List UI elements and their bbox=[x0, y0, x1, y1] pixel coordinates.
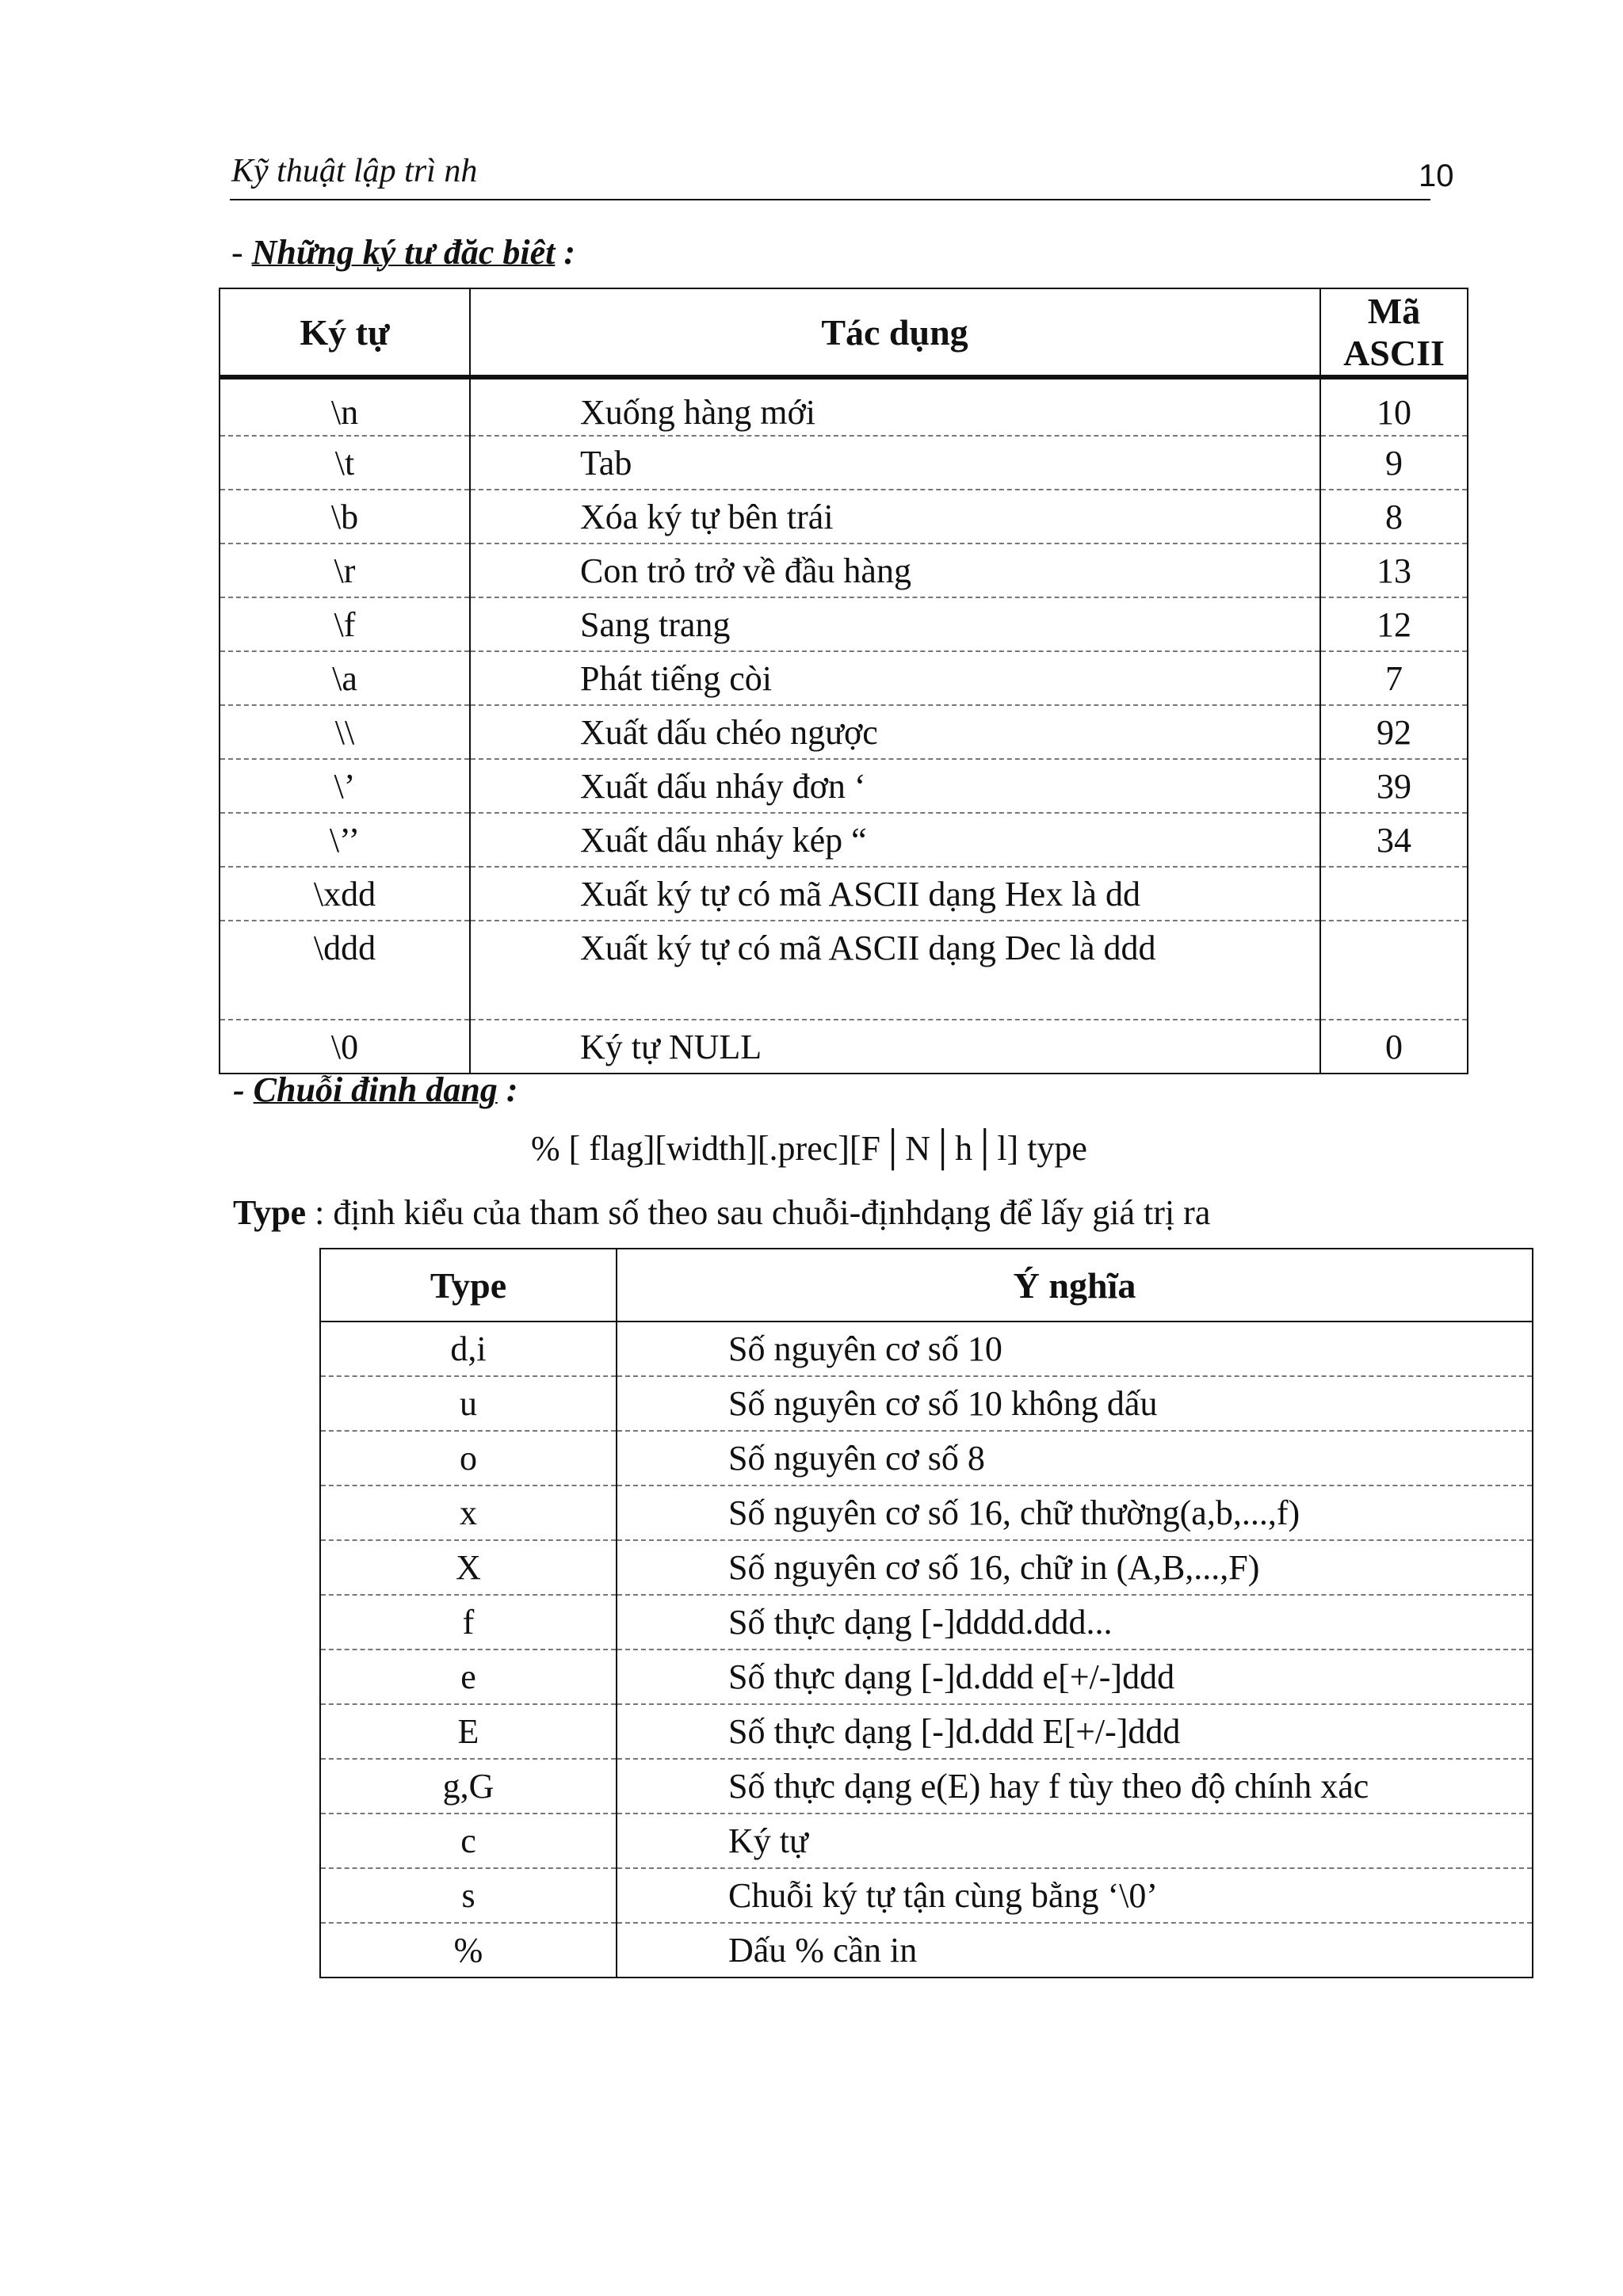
col-header-char: Ký tự bbox=[220, 288, 470, 377]
table-row bbox=[220, 1020, 1468, 1074]
cell-type: u bbox=[320, 1376, 617, 1431]
cell-ascii: 0 bbox=[1385, 1028, 1403, 1066]
table-row bbox=[220, 597, 1468, 651]
format-type-table bbox=[319, 1248, 1533, 1978]
cell-meaning: Dấu % cần in bbox=[728, 1931, 918, 1970]
cell-ascii: 92 bbox=[1377, 713, 1411, 752]
table-row bbox=[320, 1650, 1533, 1704]
cell-type: % bbox=[320, 1923, 617, 1978]
table-row bbox=[320, 1814, 1533, 1868]
cell-effect: Phát tiếng còi bbox=[470, 651, 1320, 705]
table-row bbox=[320, 1322, 1533, 1376]
cell-meaning: Số nguyên cơ số 10 bbox=[728, 1329, 1002, 1368]
cell-type: d,i bbox=[320, 1322, 617, 1376]
cell-effect: Xuất dấu chéo ngược bbox=[470, 705, 1320, 759]
type-label: Type bbox=[233, 1193, 307, 1232]
table-row bbox=[220, 759, 1468, 813]
table-row bbox=[320, 1540, 1533, 1595]
heading-text: Chuỗi đinh dang bbox=[253, 1070, 498, 1109]
special-chars-heading bbox=[231, 232, 575, 273]
cell-meaning: Số nguyên cơ số 16, chữ in (A,B,...,F) bbox=[728, 1548, 1260, 1587]
cell-char: \r bbox=[220, 543, 470, 597]
cell-ascii bbox=[1320, 921, 1468, 1020]
heading-suffix: : bbox=[497, 1070, 518, 1109]
cell-char: \n bbox=[220, 377, 470, 436]
cell-char: \’ bbox=[220, 759, 470, 813]
cell-ascii: 8 bbox=[1385, 498, 1403, 536]
cell-ascii: 10 bbox=[1377, 393, 1411, 432]
table-header-row bbox=[220, 288, 1468, 377]
cell-meaning: Số thực dạng [-]d.ddd e[+/-]ddd bbox=[728, 1657, 1175, 1696]
cell-effect: Xóa ký tự bên trái bbox=[470, 490, 1320, 543]
table-row bbox=[320, 1923, 1533, 1978]
col-header-ascii: Mã ASCII bbox=[1320, 288, 1468, 377]
cell-ascii: 9 bbox=[1385, 444, 1403, 482]
table-row bbox=[320, 1376, 1533, 1431]
special-chars-table bbox=[219, 288, 1468, 1074]
cell-effect: Con trỏ trở về đầu hàng bbox=[470, 543, 1320, 597]
table-row bbox=[320, 1595, 1533, 1650]
cell-meaning: Số nguyên cơ số 16, chữ thường(a,b,...,f) bbox=[728, 1493, 1300, 1532]
special-chars-body bbox=[220, 377, 1468, 1074]
heading-suffix: : bbox=[555, 233, 576, 272]
cell-effect: Xuất dấu nháy đơn ‘ bbox=[470, 759, 1320, 813]
table-row bbox=[220, 867, 1468, 921]
cell-char: \b bbox=[220, 490, 470, 543]
cell-char: \0 bbox=[220, 1020, 470, 1074]
cell-effect: Tab bbox=[470, 436, 1320, 490]
cell-char: \’’ bbox=[220, 813, 470, 867]
table-row bbox=[220, 921, 1468, 1020]
table-row bbox=[220, 377, 1468, 436]
cell-type: x bbox=[320, 1486, 617, 1540]
cell-char: \t bbox=[220, 436, 470, 490]
type-desc-text: : định kiểu của tham số theo sau chuỗi-địnhdạng để lấy giá trị ra bbox=[306, 1193, 1211, 1232]
cell-type: o bbox=[320, 1431, 617, 1486]
format-syntax: % [ flag][width][.prec][F│N│h│l] type bbox=[531, 1129, 1087, 1168]
cell-char: \xdd bbox=[220, 867, 470, 921]
table-row bbox=[220, 651, 1468, 705]
heading-prefix: - bbox=[231, 233, 252, 272]
cell-char: \a bbox=[220, 651, 470, 705]
cell-effect: Sang trang bbox=[470, 597, 1320, 651]
cell-char: \ddd bbox=[220, 921, 470, 1020]
table-row bbox=[220, 813, 1468, 867]
table-row bbox=[320, 1759, 1533, 1814]
table-row bbox=[220, 543, 1468, 597]
table-row bbox=[220, 705, 1468, 759]
cell-effect: Xuất dấu nháy kép “ bbox=[470, 813, 1320, 867]
heading-text: Những ký tư đăc biêt bbox=[251, 233, 556, 272]
cell-effect: Xuất ký tự có mã ASCII dạng Dec là ddd bbox=[470, 921, 1320, 1020]
cell-char: \f bbox=[220, 597, 470, 651]
cell-meaning: Chuỗi ký tự tận cùng bằng ‘\0’ bbox=[728, 1876, 1158, 1915]
cell-meaning: Số nguyên cơ số 10 không dấu bbox=[728, 1384, 1158, 1423]
table-header-row bbox=[320, 1249, 1533, 1322]
cell-ascii: 12 bbox=[1377, 605, 1411, 644]
cell-type: E bbox=[320, 1704, 617, 1759]
table-row bbox=[320, 1868, 1533, 1923]
format-type-body bbox=[320, 1322, 1533, 1978]
cell-meaning: Số thực dạng [-]dddd.ddd... bbox=[728, 1603, 1113, 1642]
header-divider bbox=[230, 199, 1430, 200]
table-row bbox=[220, 436, 1468, 490]
cell-effect: Xuất ký tự có mã ASCII dạng Hex là dd bbox=[470, 867, 1320, 921]
type-description bbox=[233, 1192, 1210, 1233]
col-header-type: Type bbox=[320, 1249, 617, 1322]
format-string-heading bbox=[233, 1070, 517, 1110]
table-row bbox=[320, 1431, 1533, 1486]
cell-type: s bbox=[320, 1868, 617, 1923]
cell-type: e bbox=[320, 1650, 617, 1704]
col-header-meaning: Ý nghĩa bbox=[617, 1249, 1533, 1322]
cell-meaning: Số nguyên cơ số 8 bbox=[728, 1439, 985, 1478]
heading-prefix: - bbox=[233, 1070, 254, 1109]
table-row bbox=[320, 1486, 1533, 1540]
cell-meaning: Số thực dạng [-]d.ddd E[+/-]ddd bbox=[728, 1712, 1181, 1751]
cell-ascii: 39 bbox=[1377, 767, 1411, 806]
cell-effect: Xuống hàng mới bbox=[470, 377, 1320, 436]
table-row bbox=[220, 490, 1468, 543]
cell-type: f bbox=[320, 1595, 617, 1650]
running-header-title: Kỹ thuật lập trì nh bbox=[231, 153, 478, 189]
cell-char: \\ bbox=[220, 705, 470, 759]
cell-meaning: Số thực dạng e(E) hay f tùy theo độ chính xác bbox=[728, 1767, 1369, 1806]
cell-effect: Ký tự NULL bbox=[470, 1020, 1320, 1074]
page-number: 10 bbox=[1419, 158, 1454, 193]
cell-type: X bbox=[320, 1540, 617, 1595]
cell-ascii: 13 bbox=[1377, 551, 1411, 590]
table-row bbox=[320, 1704, 1533, 1759]
col-header-effect: Tác dụng bbox=[470, 288, 1320, 377]
cell-ascii bbox=[1320, 867, 1468, 921]
cell-type: g,G bbox=[320, 1759, 617, 1814]
cell-ascii: 7 bbox=[1385, 659, 1403, 698]
cell-ascii: 34 bbox=[1377, 821, 1411, 860]
cell-meaning: Ký tự bbox=[728, 1821, 808, 1860]
cell-type: c bbox=[320, 1814, 617, 1868]
